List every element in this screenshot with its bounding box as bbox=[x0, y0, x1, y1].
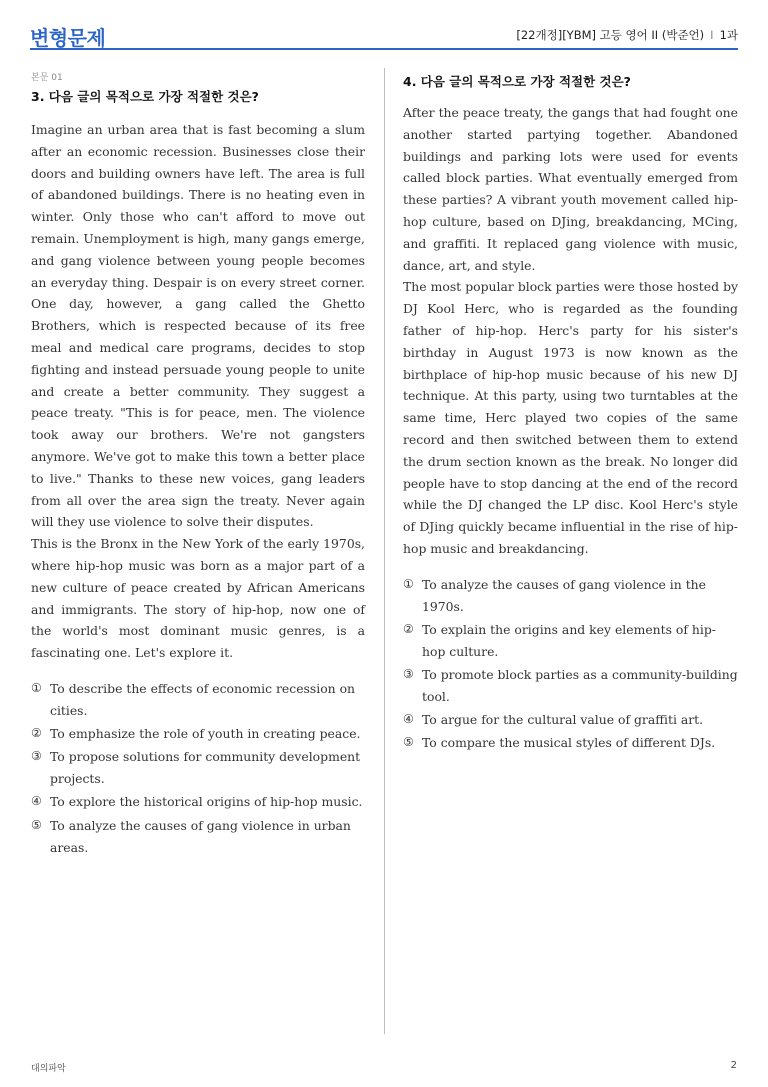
answer-option[interactable] bbox=[31, 678, 365, 722]
passage-4 bbox=[403, 102, 738, 560]
question-3-title: 3. 다음 글의 목적으로 가장 적절한 것은? bbox=[31, 89, 259, 104]
course-name: [22개정][YBM] 고등 영어 II (박준언) bbox=[516, 28, 705, 42]
course-info bbox=[516, 27, 738, 43]
right-column bbox=[403, 68, 738, 756]
answer-option[interactable] bbox=[31, 746, 365, 790]
option-number: ③ bbox=[403, 666, 414, 681]
option-text: To emphasize the role of youth in creating peace. bbox=[50, 726, 361, 742]
column-divider bbox=[384, 68, 385, 1034]
question-3-options bbox=[31, 678, 365, 858]
answer-option[interactable] bbox=[403, 619, 738, 663]
answer-option[interactable] bbox=[31, 791, 365, 813]
option-number: ② bbox=[403, 621, 414, 636]
footer-category: 대의파악 bbox=[31, 1064, 66, 1074]
option-number: ② bbox=[31, 726, 42, 741]
answer-option[interactable] bbox=[31, 723, 365, 745]
option-text: To describe the effects of economic recession on cities. bbox=[50, 680, 356, 718]
option-text: To analyze the causes of gang violence in the 1970s. bbox=[422, 576, 706, 614]
option-number: ④ bbox=[31, 794, 42, 809]
passage-paragraph: After the peace treaty, the gangs that had fought one another started partying together. Abandoned buildings and parking lots were used for events called block parties. What eventually emerged from these parties? A vibrant youth movement called hip-hop culture, based on DJing, breakdancing, MCing, and graffiti. It replaced gang violence with music, dance, art, and style. bbox=[403, 105, 738, 273]
option-text: To compare the musical styles of different DJs. bbox=[422, 735, 716, 751]
option-number: ① bbox=[403, 576, 414, 591]
option-text: To explain the origins and key elements of hip-hop culture. bbox=[422, 621, 716, 659]
option-text: To promote block parties as a community-building tool. bbox=[422, 666, 738, 704]
answer-option[interactable] bbox=[403, 664, 738, 708]
passage-paragraph: This is the Bronx in the New York of the early 1970s, where hip-hop music was born as a major part of a new culture of peace created by African Americans and immigrants. The story of hip-hop, now one of the world's most dominant music genres, is a fascinating one. Let's explore it. bbox=[31, 536, 365, 661]
passage-label: 본문 01 bbox=[31, 73, 63, 83]
option-text: To explore the historical origins of hip-hop music. bbox=[50, 794, 363, 810]
question-4-title: 4. 다음 글의 목적으로 가장 적절한 것은? bbox=[403, 74, 631, 89]
answer-option[interactable] bbox=[31, 815, 365, 859]
option-number: ⑤ bbox=[403, 735, 414, 750]
passage-paragraph: The most popular block parties were those hosted by DJ Kool Herc, who is regarded as the founding father of hip-hop. Herc's party for his sister's birthday in August 1973 is now known as the birthplace of hip-hop music because of his new DJ technique. At this party, using two turntables at the same time, Herc played two copies of the same record and then switched between them to extend the drum section known as the break. No longer did people have to stop dancing at the end of the record while the DJ changed the LP disc. Kool Herc's style of DJing quickly became influential in the rise of hip-hop music and breakdancing. bbox=[403, 279, 738, 556]
option-text: To argue for the cultural value of graffiti art. bbox=[422, 712, 704, 728]
option-number: ③ bbox=[31, 749, 42, 764]
question-4-options bbox=[403, 574, 738, 754]
passage-3 bbox=[31, 119, 365, 664]
page-header bbox=[30, 18, 738, 50]
option-number: ④ bbox=[403, 712, 414, 727]
header-separator: I bbox=[710, 28, 714, 42]
answer-option[interactable] bbox=[403, 574, 738, 618]
option-text: To analyze the causes of gang violence in urban areas. bbox=[50, 817, 351, 855]
passage-paragraph: Imagine an urban area that is fast becoming a slum after an economic recession. Businesses close their doors and building owners have left. The area is full of abandoned buildings. There is no heating even in winter. Only those who can't afford to move out remain. Unemployment is high, many gangs emerge, and gang violence between young people becomes an everyday thing. Despair is on every street corner. One day, however, a gang called the Ghetto Brothers, which is respected because of its free meal and medical care programs, decides to stop fighting and instead persuade young people to unite and create a better community. They suggest a peace treaty. "This is for peace, men. The violence took away our brothers. We're not gangsters anymore. We've got to make this town a better place to live." Thanks to these new voices, gang leaders from all over the area sign the treaty. Never again will they use violence to solve their disputes. bbox=[31, 122, 365, 530]
lesson-label: 1과 bbox=[719, 28, 738, 42]
option-text: To propose solutions for community development projects. bbox=[50, 749, 361, 787]
page-number: 2 bbox=[730, 1060, 737, 1071]
option-number: ① bbox=[31, 680, 42, 695]
brand-title: 변형문제 bbox=[30, 26, 106, 50]
left-column bbox=[31, 68, 365, 860]
answer-option[interactable] bbox=[403, 709, 738, 731]
option-number: ⑤ bbox=[31, 817, 42, 832]
answer-option[interactable] bbox=[403, 732, 738, 754]
